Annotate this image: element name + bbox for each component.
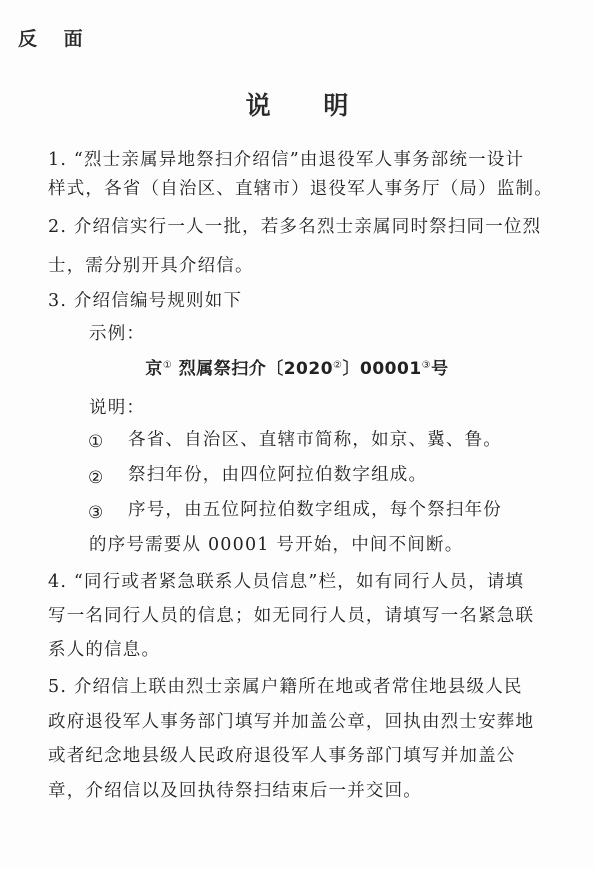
note-1-mark: ①	[88, 432, 104, 452]
example-part-4: 号	[431, 359, 449, 379]
item-4-line-1: 4. “同行或者紧急联系人员信息”栏，如有同行人员，请填	[48, 572, 525, 592]
example-number	[0, 354, 594, 381]
note-3-mark: ③	[88, 503, 104, 523]
note-2-mark: ②	[88, 468, 104, 488]
example-label: 示例：	[89, 324, 146, 344]
item-3-line-1: 3. 介绍信编号规则如下	[48, 291, 243, 311]
item-2-line-1: 2. 介绍信实行一人一批，若多名烈士亲属同时祭扫同一位烈	[48, 217, 542, 237]
example-sup-3: ③	[421, 360, 432, 371]
note-2-text: 祭扫年份，由四位阿拉伯数字组成。	[128, 465, 428, 485]
note-1-text: 各省、自治区、直辖市简称，如京、冀、鲁。	[128, 430, 502, 450]
example-part-1: 京	[145, 359, 163, 379]
example-sup-2: ②	[333, 360, 343, 371]
item-5-line-1: 5. 介绍信上联由烈士亲属户籍所在地或者常住地县级人民	[48, 677, 523, 697]
notes-label: 说明：	[89, 398, 146, 418]
item-2-line-2: 士，需分别开具介绍信。	[48, 256, 254, 276]
item-1-line-2: 样式，各省（自治区、直辖市）退役军人事务厅（局）监制。	[48, 179, 553, 199]
item-5-line-4: 章，介绍信以及回执待祭扫结束后一并交回。	[48, 781, 422, 801]
note-3-text: 序号，由五位阿拉伯数字组成，每个祭扫年份	[128, 500, 502, 520]
example-part-2: 烈属祭扫介〔2020	[172, 359, 334, 379]
item-4-line-3: 系人的信息。	[48, 640, 161, 660]
page-title: 说 明	[245, 91, 371, 120]
item-5-line-2: 政府退役军人事务部门填写并加盖公章，回执由烈士安葬地	[48, 712, 535, 732]
item-1-line-1: 1. “烈士亲属异地祭扫介绍信”由退役军人事务部统一设计	[48, 150, 525, 170]
example-sup-1: ①	[162, 360, 173, 371]
item-5-line-3: 或者纪念地县级人民政府退役军人事务部门填写并加盖公	[48, 746, 516, 766]
page-side-label: 反 面	[18, 28, 93, 50]
item-4-line-2: 写一名同行人员的信息；如无同行人员，请填写一名紧急联	[48, 606, 535, 626]
note-3-line-2: 的序号需要从 00001 号开始，中间不间断。	[89, 535, 464, 555]
example-part-3: 〕00001	[342, 359, 422, 379]
